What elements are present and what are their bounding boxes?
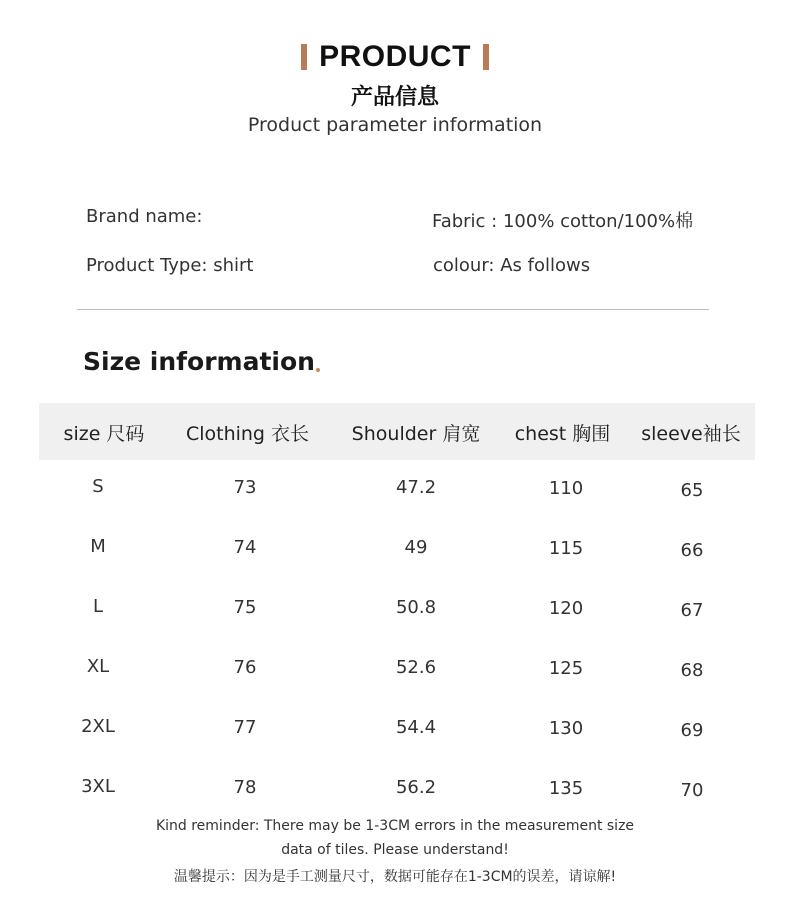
colour-info: colour: As follows	[433, 255, 591, 276]
table-cell-sleeve: 67	[680, 600, 704, 621]
table-cell-shoulder: 56.2	[395, 777, 437, 798]
table-cell-clothing: 78	[233, 777, 257, 798]
page-subtitle: Product parameter information	[247, 114, 543, 136]
table-cell-shoulder: 54.4	[395, 717, 437, 738]
table-cell-sleeve: 70	[680, 780, 704, 801]
table-cell-shoulder: 47.2	[395, 477, 437, 498]
section-divider	[77, 309, 709, 310]
page-title-text: PRODUCT	[319, 40, 471, 73]
table-cell-sleeve: 66	[680, 540, 704, 561]
fabric-info: Fabric : 100% cotton/100%棉	[432, 211, 694, 232]
table-cell-shoulder: 52.6	[395, 657, 437, 678]
table-cell-size: L	[92, 596, 104, 617]
column-header-size: size 尺码	[63, 423, 145, 445]
brand-name-label: Brand name:	[86, 206, 203, 227]
size-section-title	[83, 347, 320, 376]
table-cell-chest: 110	[548, 478, 584, 499]
table-cell-clothing: 76	[233, 657, 257, 678]
reminder-line-2: data of tiles. Please understand!	[281, 842, 509, 858]
table-cell-chest: 135	[548, 778, 584, 799]
page-title	[0, 40, 790, 74]
column-header-clothing: Clothing 衣长	[185, 423, 310, 445]
column-header-shoulder: Shoulder 肩宽	[351, 423, 481, 445]
table-cell-clothing: 77	[233, 717, 257, 738]
table-cell-chest: 130	[548, 718, 584, 739]
table-cell-chest: 120	[548, 598, 584, 619]
reminder-line-1: Kind reminder: There may be 1-3CM errors in the measurement size	[155, 818, 635, 834]
size-section-title-text: Size information	[83, 347, 315, 376]
column-header-chest: chest 胸围	[514, 423, 611, 445]
table-cell-shoulder: 49	[404, 537, 428, 558]
reminder-line-cn: 温馨提示：因为是手工测量尺寸，数据可能存在1-3CM的误差，请谅解!	[173, 869, 617, 885]
table-cell-shoulder: 50.8	[395, 597, 437, 618]
title-left-bar	[301, 44, 307, 70]
title-accent-dot	[316, 368, 320, 372]
title-right-bar	[483, 44, 489, 70]
table-cell-clothing: 75	[233, 597, 257, 618]
table-cell-size: XL	[86, 656, 110, 677]
table-cell-size: 3XL	[81, 776, 115, 797]
column-header-sleeve: sleeve袖长	[641, 423, 741, 445]
page-title-cn: 产品信息	[350, 85, 439, 110]
table-cell-clothing: 73	[233, 477, 257, 498]
table-cell-sleeve: 65	[680, 480, 704, 501]
table-cell-size: 2XL	[81, 716, 115, 737]
table-cell-chest: 125	[548, 658, 584, 679]
table-cell-sleeve: 69	[680, 720, 704, 741]
table-cell-size: M	[90, 536, 106, 557]
table-cell-clothing: 74	[233, 537, 257, 558]
table-cell-chest: 115	[548, 538, 584, 559]
table-cell-size: S	[92, 476, 104, 497]
product-type-info: Product Type: shirt	[86, 255, 254, 276]
table-cell-sleeve: 68	[680, 660, 704, 681]
